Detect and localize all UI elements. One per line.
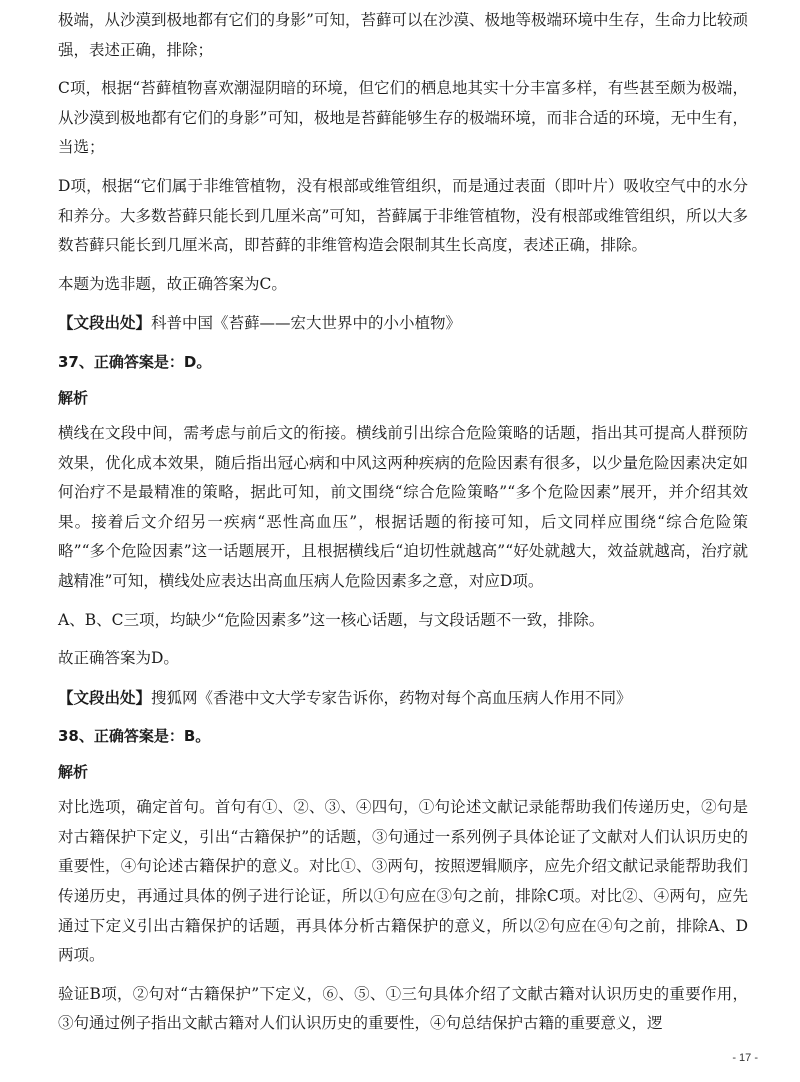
paragraph: C项，根据“苔藓植物喜欢潮湿阴暗的环境，但它们的栖息地其实十分丰富多样，有些甚至颇为极端，从沙漠到极地都有它们的身影”可知，极地是苔藓能够生存的极端环境，而非合适的环境，无中生有，当选；: [58, 79, 748, 157]
source-citation: [58, 308, 748, 339]
paragraph: 验证B项，②句对“古籍保护”下定义，⑥、⑤、①三句具体介绍了文献古籍对认识历史的重要作用，③句通过例子指出文献古籍对人们认识历史的重要性，④句总结保护古籍的重要意义，逻: [58, 984, 748, 1033]
paragraph: 对比选项，确定首句。首句有①、②、③、④四句，①句论述文献记录能帮助我们传递历史，②句是对古籍保护下定义，引出“古籍保护”的话题，③句通过一系列例子具体论证了文献对人们认识历史的重要性，④句论述古籍保护的意义。对比①、③两句，按照逻辑顺序，应先介绍文献记录能帮助我们传递历史，再通过具体的例子进行论证，所以①句应在③句之前，排除C项。对比②、④两句，应先通过下定义引出古籍保护的话题，再具体分析古籍保护的意义，所以②句应在④句之前，排除A、D两项。: [58, 798, 748, 965]
analysis-label: 解析: [58, 388, 89, 407]
paragraph: 极端，从沙漠到极地都有它们的身影”可知，苔藓可以在沙漠、极地等极端环境中生存，生命力比较顽强，表述正确，排除；: [58, 11, 748, 59]
question-38-heading: 38、正确答案是：B。: [58, 727, 211, 746]
question-37-heading: 37、正确答案是：D。: [58, 352, 212, 371]
page-number: - 17 -: [732, 1052, 758, 1064]
source-tag: 【文段出处】: [58, 313, 152, 333]
paragraph: 本题为选非题，故正确答案为C。: [58, 274, 287, 293]
source-tag: 【文段出处】: [58, 687, 152, 707]
paragraph: 故正确答案为D。: [58, 649, 179, 668]
document-page: [58, 6, 748, 1048]
source-text: 科普中国《苔藓——宏大世界中的小小植物》: [151, 314, 462, 333]
analysis-label: 解析: [58, 763, 89, 782]
source-text: 搜狐网《香港中文大学专家告诉你，药物对每个高血压病人作用不同》: [151, 688, 632, 707]
source-citation: [58, 683, 748, 714]
paragraph: A、B、C三项，均缺少“危险因素多”这一核心话题，与文段话题不一致，排除。: [58, 610, 605, 629]
paragraph: D项，根据“它们属于非维管植物，没有根部或维管组织，而是通过表面（即叶片）吸收空气中的水分和养分。大多数苔藓只能长到几厘米高”可知，苔藓属于非维管植物，没有根部或维管组织，所以大多数苔藓只能长到几厘米高，即苔藓的非维管构造会限制其生长高度，表述正确，排除。: [58, 176, 748, 255]
paragraph: 横线在文段中间，需考虑与前后文的衔接。横线前引出综合危险策略的话题，指出其可提高人群预防效果，优化成本效果，随后指出冠心病和中风这两种疾病的危险因素有很多，以少量危险因素决定如何治疗不是最精准的策略，据此可知，前文围绕“综合危险策略”“多个危险因素”展开，并介绍其效果。接着后文介绍另一疾病“恶性高血压”，根据话题的衔接可知，后文同样应围绕“综合危险策略”“多个危险因素”这一话题展开，且根据横线后“迫切性就越高”“好处就越大，效益就越高，治疗就越精准”可知，横线处应表达出高血压病人危险因素多之意，对应D项。: [58, 423, 748, 590]
